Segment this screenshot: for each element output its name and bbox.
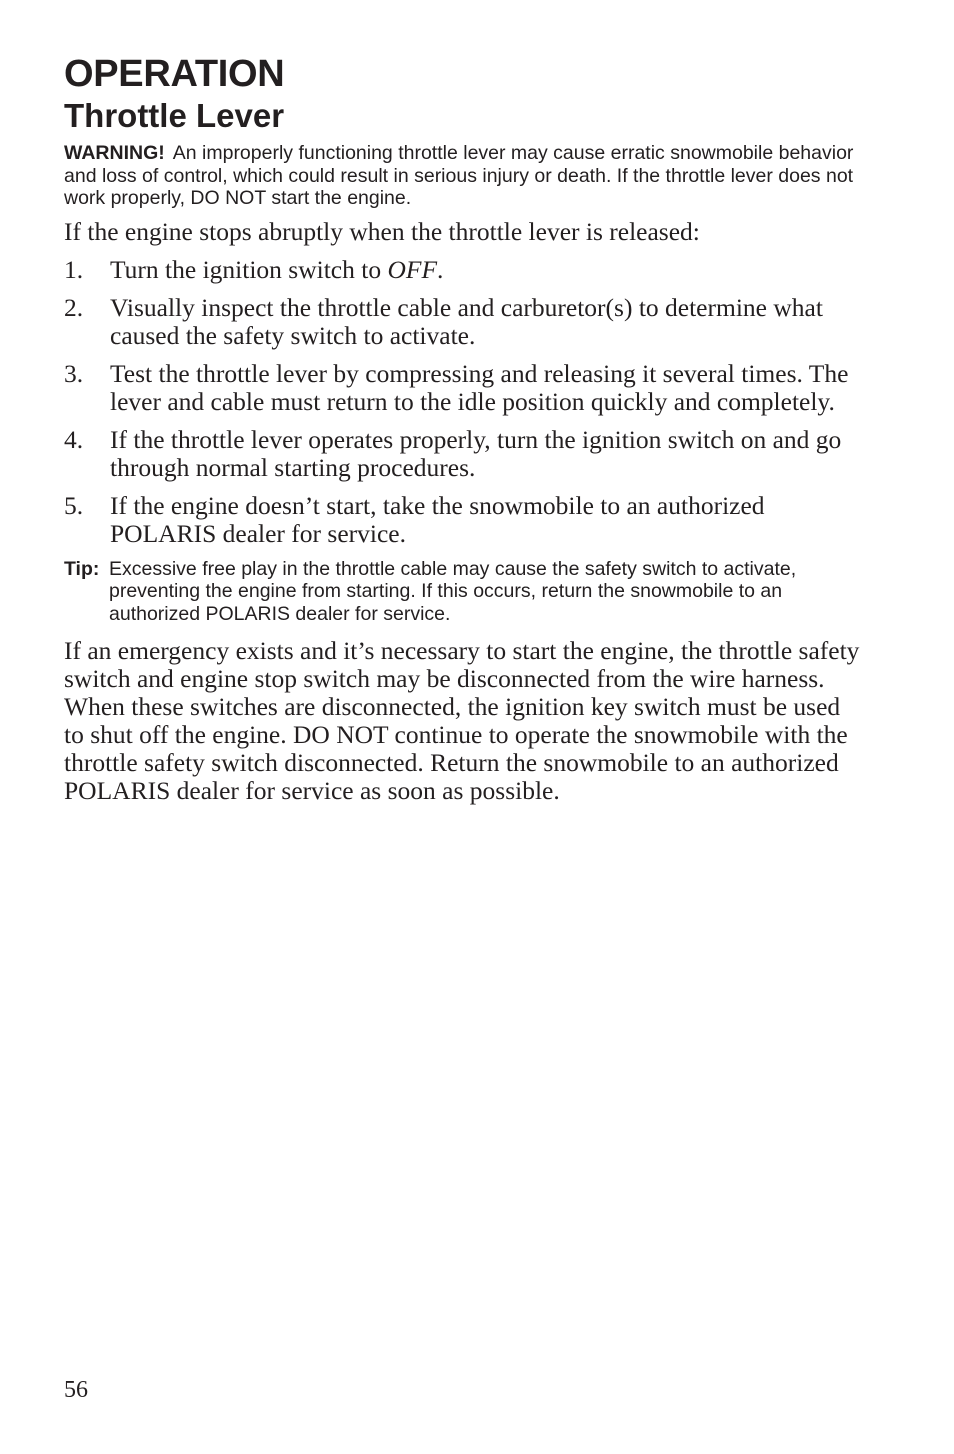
manual-page [64,52,864,805]
step-text: Turn the ignition switch to OFF. [110,254,444,284]
warning-block [64,142,864,210]
warning-text: An improperly functioning throttle lever may cause erratic snowmobile behavior and loss of control, which could result in serious injury or death. If the throttle lever does not work properly, DO NOT start the engine. [64,142,854,209]
intro-text: If the engine stops abruptly when the throttle lever is released: [64,216,700,246]
step-text: Test the throttle lever by compressing and releasing it several times. The lever and cable must return to the idle position quickly and completely. [110,358,849,416]
tip-text: Excessive free play in the throttle cable may cause the safety switch to activate, preventing the engine from starting. If this occurs, return the snowmobile to an authorized POLARIS dealer for service. [109,557,797,625]
list-item [64,426,864,482]
step-number: 1. [64,254,84,284]
steps-list [64,256,864,548]
page-title: Throttle Lever [64,97,285,134]
tip-block [64,558,864,626]
step-number: 3. [64,358,84,388]
off-emphasis: OFF [387,254,438,284]
step-number: 4. [64,424,84,454]
step-text: Visually inspect the throttle cable and carburetor(s) to determine what caused the safety switch to activate. [110,292,823,350]
step-text: If the throttle lever operates properly, turn the ignition switch on and go through normal starting procedures. [110,424,842,482]
section-title: OPERATION [64,53,285,95]
list-item [64,492,864,548]
list-item [64,294,864,350]
list-item [64,256,864,284]
tip-label: Tip: [64,557,100,580]
step-number: 2. [64,292,84,322]
emergency-paragraph: If an emergency exists and it’s necessary to start the engine, the throttle safety switch and engine stop switch may be disconnected from the wire harness. When these switches are disconnected, the ignition key switch must be used to shut off the engine. DO NOT continue to operate the snowmobile with the throttle safety switch disconnected. Return the snowmobile to an authorized POLARIS dealer for service as soon as possible. [64,636,860,805]
list-item [64,360,864,416]
page-number: 56 [64,1377,88,1403]
step-text: If the engine doesn’t start, take the snowmobile to an authorized POLARIS dealer for service. [110,490,765,548]
warning-label: WARNING! [64,142,165,164]
step-number: 5. [64,490,84,520]
